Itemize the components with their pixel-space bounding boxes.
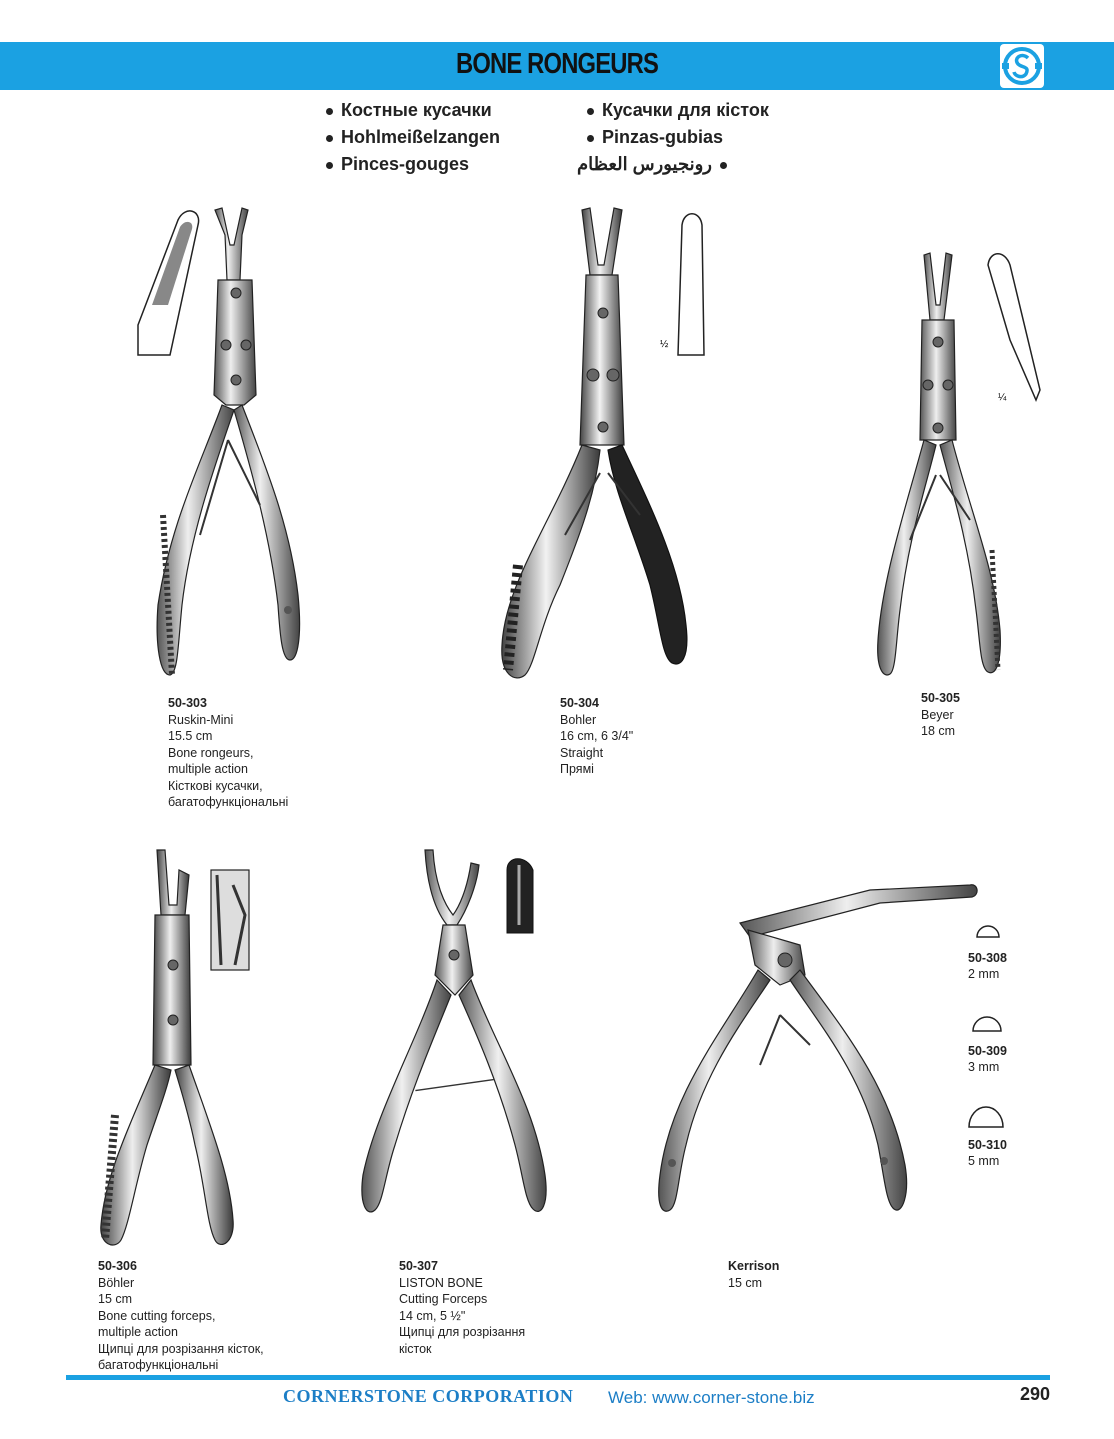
page-number: 290	[1020, 1384, 1051, 1404]
tip-fraction-label: ¼	[998, 392, 1007, 403]
tip-50-310: 50-310 5 mm	[968, 1138, 1007, 1168]
tip-5mm-icon	[968, 1104, 1004, 1128]
beyer-rongeur-illustration	[860, 250, 1050, 685]
footer-company-name: CORNERSTONE CORPORATION	[283, 1386, 574, 1406]
language-item: Костные кусачки	[326, 100, 500, 127]
footer-line	[66, 1375, 1050, 1380]
liston-bone-cutting-forceps-illustration	[355, 845, 565, 1255]
language-item: Кусачки для кісток	[587, 100, 769, 127]
bohler-cutting-forceps-illustration	[95, 845, 265, 1255]
ruskin-mini-rongeur-illustration	[130, 205, 320, 685]
language-item: Hohlmeißelzangen	[326, 127, 500, 154]
language-list-left	[326, 100, 500, 181]
language-item: رونجيورس العظام	[587, 154, 727, 181]
bohler-rongeur-illustration	[490, 205, 730, 685]
product-caption-50-306: 50-306 Böhler 15 cm Bone cutting forceps, multiple action Щипці для розрізання кісток, багатофункціональні	[98, 1259, 264, 1372]
tip-2mm-icon	[976, 924, 1000, 938]
product-caption-50-305: 50-305 Beyer 18 cm	[921, 691, 960, 738]
tip-50-309: 50-309 3 mm	[968, 1044, 1007, 1074]
language-item: Pinces-gouges	[326, 154, 500, 181]
kerrison-rongeur-illustration	[640, 875, 990, 1245]
product-caption-50-304: 50-304 Bohler 16 cm, 6 3/4" Straight Прямі	[560, 696, 634, 776]
tip-3mm-icon	[972, 1014, 1002, 1032]
product-caption-50-307: 50-307 LISTON BONE Cutting Forceps 14 cm, 5 ½" Щипці для розрізання кісток	[399, 1259, 526, 1356]
product-caption-50-303: 50-303 Ruskin-Mini 15.5 cm Bone rongeurs, multiple action Кісткові кусачки, багатофункціональні	[168, 696, 289, 809]
product-caption-kerrison: Kerrison 15 cm	[728, 1259, 780, 1290]
tip-fraction-label: ½	[660, 339, 669, 350]
language-item: Pinzas-gubias	[587, 127, 769, 154]
footer-website-link[interactable]: Web: www.corner-stone.biz	[608, 1388, 815, 1407]
company-logo-icon	[1000, 44, 1044, 88]
tip-50-308: 50-308 2 mm	[968, 951, 1007, 981]
language-list-right	[577, 100, 769, 181]
page-title: BONE RONGEURS	[455, 48, 659, 80]
